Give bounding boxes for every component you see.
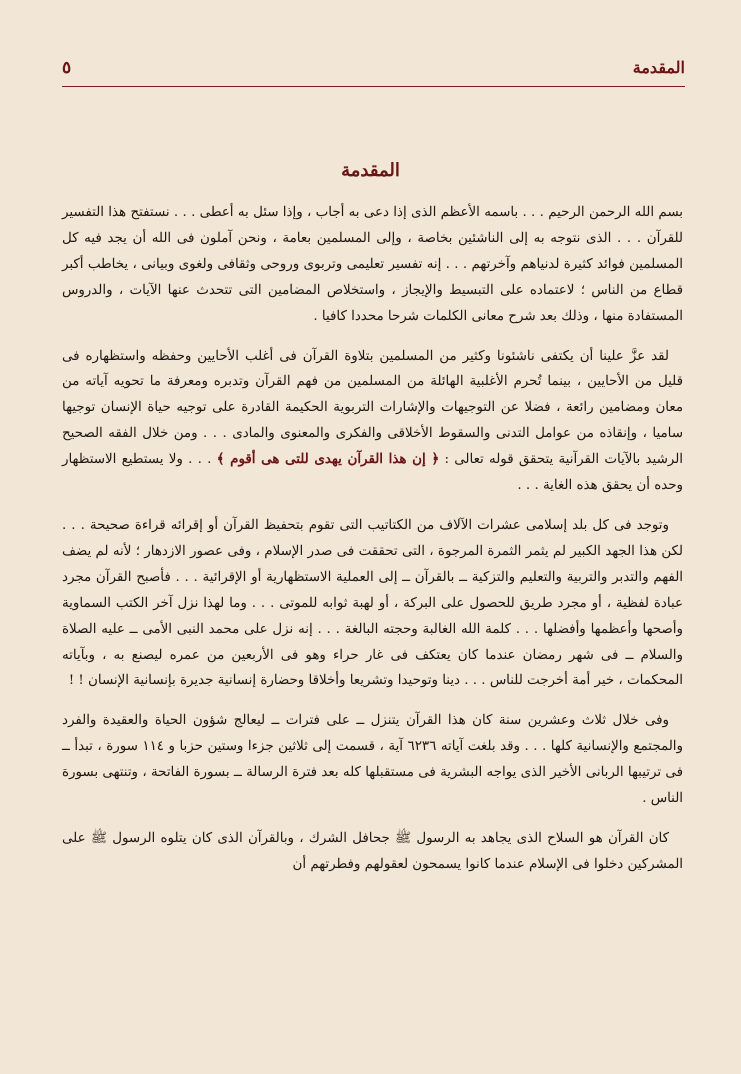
section-title: المقدمة <box>341 160 400 181</box>
paragraph-5: كان القرآن هو السلاح الذى يجاهد به الرسول ﷺ جحافل الشرك ، وبالقرآن الذى كان يتلوه الرسول ﷺ على المشركين دخلوا فى الإسلام عندما كانوا يسمحون لعقولهم وفطرتهم أن <box>62 830 683 872</box>
running-title: المقدمة <box>632 58 685 77</box>
paragraph-2 <box>62 344 683 499</box>
page-number: ٥ <box>62 58 72 78</box>
paragraph-3: وتوجد فى كل بلد إسلامى عشرات الآلاف من الكتاتيب التى تقوم بتحفيظ القرآن أو إقرائه قراءة صحيحة . . . لكن هذا الجهد الكبير لم يثمر الثمرة المرجوة ، التى تحققت فى صدر الإسلام ، وفى عصور الازدهار ؛ لأنه لم يضف الفهم والتدبر والتربية والتعليم والتزكية ــ بالقرآن ــ إلى العملية الاستظهارية أو الإقرائية . . . فأصبح القرآن مجرد عبادة لفظية ، أو مجرد طريق للحصول على البركة ، أو لهبة ثوابه للموتى . . . وما لهذا نزل آخر الكتب السماوية وأصحها وأعظمها وأفضلها . . . كلمة الله الغالبة وحجته البالغة . . . إنه نزل على محمد النبى الأمى ــ عليه الصلاة والسلام ــ فى شهر رمضان عندما كان يعتكف فى غار حراء وهو فى الأربعين من عمره ليصنع به ، وبآياته المحكمات ، خير أمة أخرجت للناس . . . دينا وتوحيدا وتشريعا وأخلاقا وحضارة إنسانية جديرة بإنسانية الإنسان ! ! <box>62 517 683 689</box>
running-header <box>62 58 685 82</box>
quran-quote: ﴿ إن هذا القرآن يهدى للتى هى أقوم ﴾ <box>216 451 440 468</box>
body-text <box>62 200 683 892</box>
paragraph-4: وفى خلال ثلاث وعشرين سنة كان هذا القرآن يتنزل ــ على فترات ــ ليعالج شؤون الحياة والعقيدة والفرد والمجتمع والإنسانية كلها . . . وقد بلغت آياته ٦٢٣٦ آية ، قسمت إلى ثلاثين جزءا وستين حزبا و ١١٤ سورة ، تبدأ ــ فى ترتيبها الربانى الأخير الذى يواجه البشرية فى مستقبلها كله بعد فترة الرسالة ــ بسورة الفاتحة ، وتنتهى بسورة الناس . <box>62 713 683 807</box>
header-divider <box>62 86 685 87</box>
paragraph-2-tail: . . . ولا يستطيع الاستظهار وحده أن يحقق هذه الغاية . . . <box>62 452 683 494</box>
paragraph-1: بسم الله الرحمن الرحيم . . . باسمه الأعظم الذى إذا دعى به أجاب ، وإذا سئل به أعطى . . . نستفتح هذا التفسير للقرآن . . . الذى نتوجه به إلى الناشئين بخاصة ، وإلى المسلمين بعامة ، ونحن آملون فى الله أن يجد فيه كل المسلمين فوائد كثيرة لدنياهم وآخرتهم . . . إنه تفسير تعليمى وتربوى وروحى وثقافى ولغوى وبيانى ، يخاطب أكبر قطاع من الناس ؛ لاعتماده على التبسيط والإيجاز ، واستخلاص المضامين التى تتحدث عنها الآيات ، والدروس المستفادة منها ، وذلك بعد شرح معانى الكلمات شرحا محددا كافيا . <box>62 205 683 324</box>
paragraph-2-text: لقد عزَّ علينا أن يكتفى ناشئونا وكثير من المسلمين بتلاوة القرآن فى أغلب الأحايين وحفظه واستظهاره فى قليل من الأحايين ، بينما تُحرم الأغلبية الهائلة من المسلمين من فهم القرآن وتدبره ومعرفة ما تحويه آياته من معان ومضامين رائعة ، فضلا عن التوجيهات والإشارات التربوية الحكيمة القادرة على توجيه حياة الإنسان توجيها ساميا ، وإنقاذه من عوامل التدنى والسقوط الأخلاقى والفكرى والمعنوى والمادى . . . ومن خلال الفقه الصحيح الرشيد بالآيات القرآنية يتحقق قوله تعالى : <box>62 348 683 468</box>
